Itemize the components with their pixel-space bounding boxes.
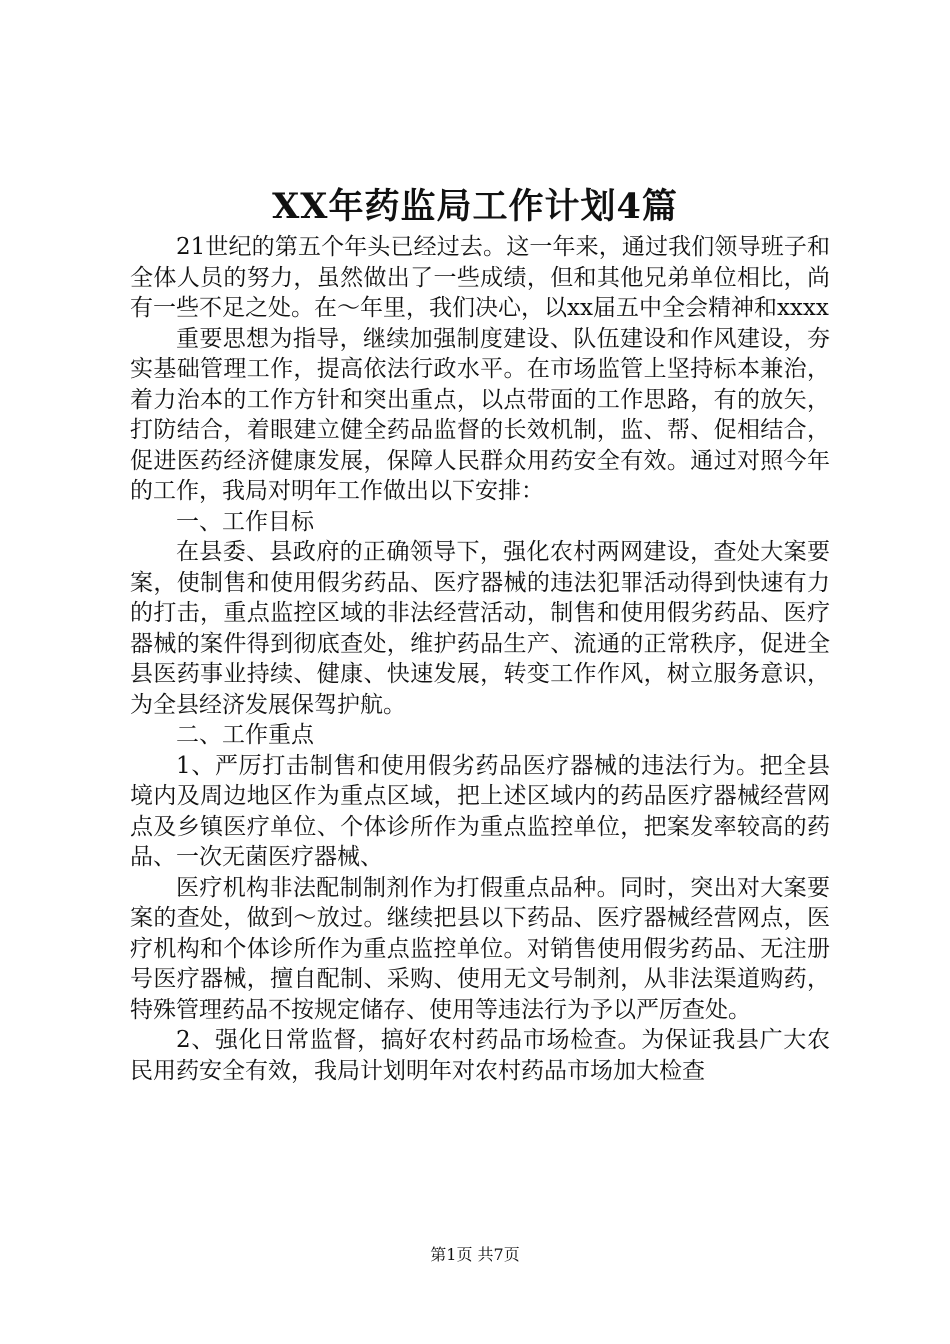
paragraph-focus-2: 2、强化日常监督，搞好农村药品市场检查。为保证我县广大农民用药安全有效，我局计划明年对农村药品市场加大检查 (130, 1027, 830, 1084)
paragraph-focus-1: 1、严厉打击制售和使用假劣药品医疗器械的违法行为。把全县境内及周边地区作为重点区域，把上述区域内的药品医疗器械经营网点及乡镇医疗单位、个体诊所作为重点监控单位，把案发率较高的药品、一次无菌医疗器械、 (130, 752, 830, 870)
paragraph-intro: 21世纪的第五个年头已经过去。这一年来，通过我们领导班子和全体人员的努力，虽然做出了一些成绩，但和其他兄弟单位相比，尚有一些不足之处。在～年里，我们决心，以xx届五中全会精神和xxxx (130, 234, 830, 321)
page-footer: 第1页 共7页 (430, 1245, 520, 1264)
section-heading-focus: 二、工作重点 (176, 722, 314, 748)
document-title: XX年药监局工作计划4篇 (272, 186, 678, 227)
paragraph-goals: 在县委、县政府的正确领导下，强化农村两网建设，查处大案要案，使制售和使用假劣药品、医疗器械的违法犯罪活动得到快速有力的打击，重点监控区域的非法经营活动，制售和使用假劣药品、医疗器械的案件得到彻底查处，维护药品生产、流通的正常秩序，促进全县医药事业持续、健康、快速发展，转变工作作风，树立服务意识，为全县经济发展保驾护航。 (130, 539, 830, 718)
section-heading-goals: 一、工作目标 (176, 508, 314, 535)
paragraph-guidance: 重要思想为指导，继续加强制度建设、队伍建设和作风建设，夯实基础管理工作，提高依法行政水平。在市场监管上坚持标本兼治，着力治本的工作方针和突出重点，以点带面的工作思路，有的放矢，打防结合，着眼建立健全药品监督的长效机制，监、帮、促相结合，促进医药经济健康发展，保障人民群众用药安全有效。通过对照今年的工作，我局对明年工作做出以下安排： (130, 325, 830, 504)
paragraph-focus-1-cont: 医疗机构非法配制制剂作为打假重点品种。同时，突出对大案要案的查处，做到～放过。继续把县以下药品、医疗器械经营网点，医疗机构和个体诊所作为重点监控单位。对销售使用假劣药品、无注册号医疗器械，擅自配制、采购、使用无文号制剂，从非法渠道购药，特殊管理药品不按规定储存、使用等违法行为予以严厉查处。 (130, 874, 830, 1023)
document-body (130, 232, 830, 1086)
